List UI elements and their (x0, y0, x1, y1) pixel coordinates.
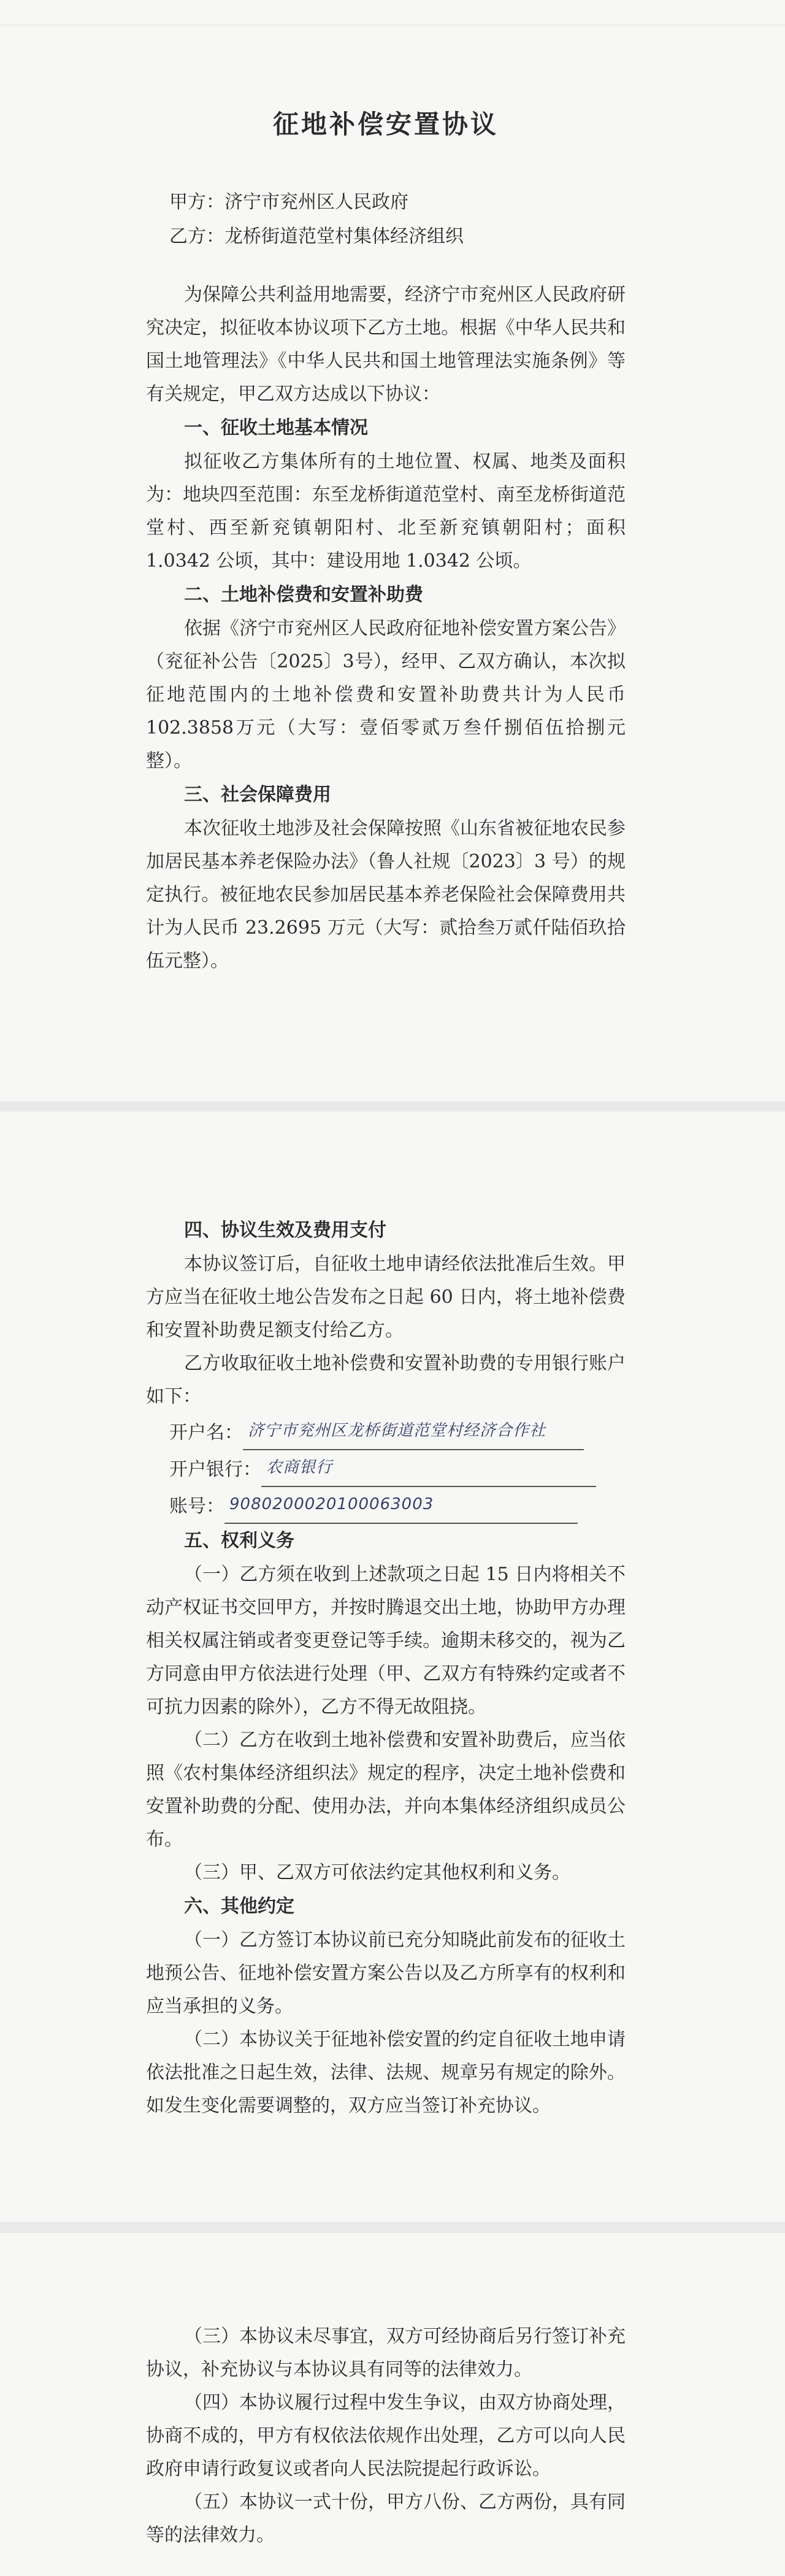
section-4-heading: 四、协议生效及费用支付 (184, 1220, 386, 1241)
party-a: 甲方：济宁市兖州区人民政府 (169, 191, 408, 213)
section-6-paragraph-1: （一）乙方签订本协议前已充分知晓此前发布的征收土地预公告、征地补偿安置方案公告以及乙方所享有的权利和应当承担的义务。 (146, 1929, 626, 2017)
section-2-text: 依据《济宁市兖州区人民政府征地补偿安置方案公告》（兖征补公告〔2025〕3号），经甲、乙双方确认，本次拟征地范围内的土地补偿费和安置补助费共计为人民币102.3858万元（大写：壹佰零贰万叁仟捌佰伍拾捌元整）。 (146, 618, 626, 772)
section-3-heading: 三、社会保障费用 (184, 784, 331, 805)
section-6-paragraph-3: （三）本协议未尽事宜，双方可经协商后另行签订补充协议，补充协议与本协议具有同等的法律效力。 (146, 2326, 626, 2380)
section-5-paragraph-3: （三）甲、乙双方可依法约定其他权利和义务。 (184, 1862, 570, 1883)
intro-paragraph: 为保障公共利益用地需要，经济宁市兖州区人民政府研究决定，拟征收本协议项下乙方土地。根据《中华人民共和国土地管理法》《中华人民共和国土地管理法实施条例》等有关规定，甲乙双方达成以下协议： (146, 284, 626, 405)
section-5-paragraph-1: （一）乙方须在收到上述款项之日起 15 日内将相关不动产权证书交回甲方，并按时腾退交出土地，协助甲方办理相关权属注销或者变更登记等手续。逾期未移交的，视为乙方同意由甲方依法进行处理（甲、乙双方有特殊约定或者不可抗力因素的除外），乙方不得无故阻挠。 (146, 1564, 626, 1718)
section-3-text: 本次征收土地涉及社会保障按照《山东省被征地农民参加居民基本养老保险办法》（鲁人社规〔2023〕3 号）的规定执行。被征地农民参加居民基本养老保险社会保障费用共计为人民币 23.2695 万元（大写：贰拾叁万贰仟陆佰玖拾伍元整）。 (146, 818, 626, 972)
account-bank-label: 开户银行： (169, 1459, 261, 1480)
page-2-content (146, 1213, 626, 2123)
page-1-content (146, 104, 626, 978)
account-number-row (146, 1487, 626, 1524)
account-number-value: 9080200020100063003 (224, 1487, 578, 1524)
scan-crease (0, 25, 785, 26)
account-bank-value: 农商银行 (261, 1450, 596, 1487)
section-1-heading: 一、征收土地基本情况 (184, 417, 368, 439)
page-3-content (146, 2320, 626, 2552)
account-number-label: 账号： (169, 1496, 224, 1517)
section-6-paragraph-4: （四）本协议履行过程中发生争议，由双方协商处理，协商不成的，甲方有权依法依规作出处理，乙方可以向人民政府申请行政复议或者向人民法院提起行政诉讼。 (146, 2392, 626, 2480)
document-title: 征地补偿安置协议 (272, 109, 499, 139)
section-5-heading: 五、权利义务 (184, 1530, 294, 1551)
section-1-text: 拟征收乙方集体所有的土地位置、权属、地类及面积为：地块四至范围：东至龙桥街道范堂村、南至龙桥街道范堂村、西至新兖镇朝阳村、北至新兖镇朝阳村；面积 1.0342 公顷，其中：建设用地 1.0342 公顷。 (146, 451, 626, 572)
section-6-heading: 六、其他约定 (184, 1896, 294, 1917)
account-bank-row (146, 1450, 626, 1487)
section-4-paragraph-2: 乙方收取征收土地补偿费和安置补助费的专用银行账户如下： (146, 1353, 626, 1407)
section-6-paragraph-2: （二）本协议关于征地补偿安置的约定自征收土地申请依法批准之日起生效，法律、法规、规章另有规定的除外。如发生变化需要调整的，双方应当签订补充协议。 (146, 2029, 626, 2117)
section-4-paragraph-1: 本协议签订后，自征收土地申请经依法批准后生效。甲方应当在征收土地公告发布之日起 60 日内，将土地补偿费和安置补助费足额支付给乙方。 (146, 1253, 626, 1341)
section-6-paragraph-5: （五）本协议一式十份，甲方八份、乙方两份，具有同等的法律效力。 (146, 2491, 626, 2546)
account-name-label: 开户名： (169, 1422, 243, 1444)
section-5-paragraph-2: （二）乙方在收到土地补偿费和安置补助费后，应当依照《农村集体经济组织法》规定的程序，决定土地补偿费和安置补助费的分配、使用办法，并向本集体经济组织成员公布。 (146, 1729, 626, 1850)
section-2-heading: 二、土地补偿费和安置补助费 (184, 584, 423, 606)
account-name-value: 济宁市兖州区龙桥街道范堂村经济合作社 (243, 1413, 584, 1450)
account-name-row (146, 1413, 626, 1450)
party-b: 乙方：龙桥街道范堂村集体经济组织 (169, 226, 464, 247)
